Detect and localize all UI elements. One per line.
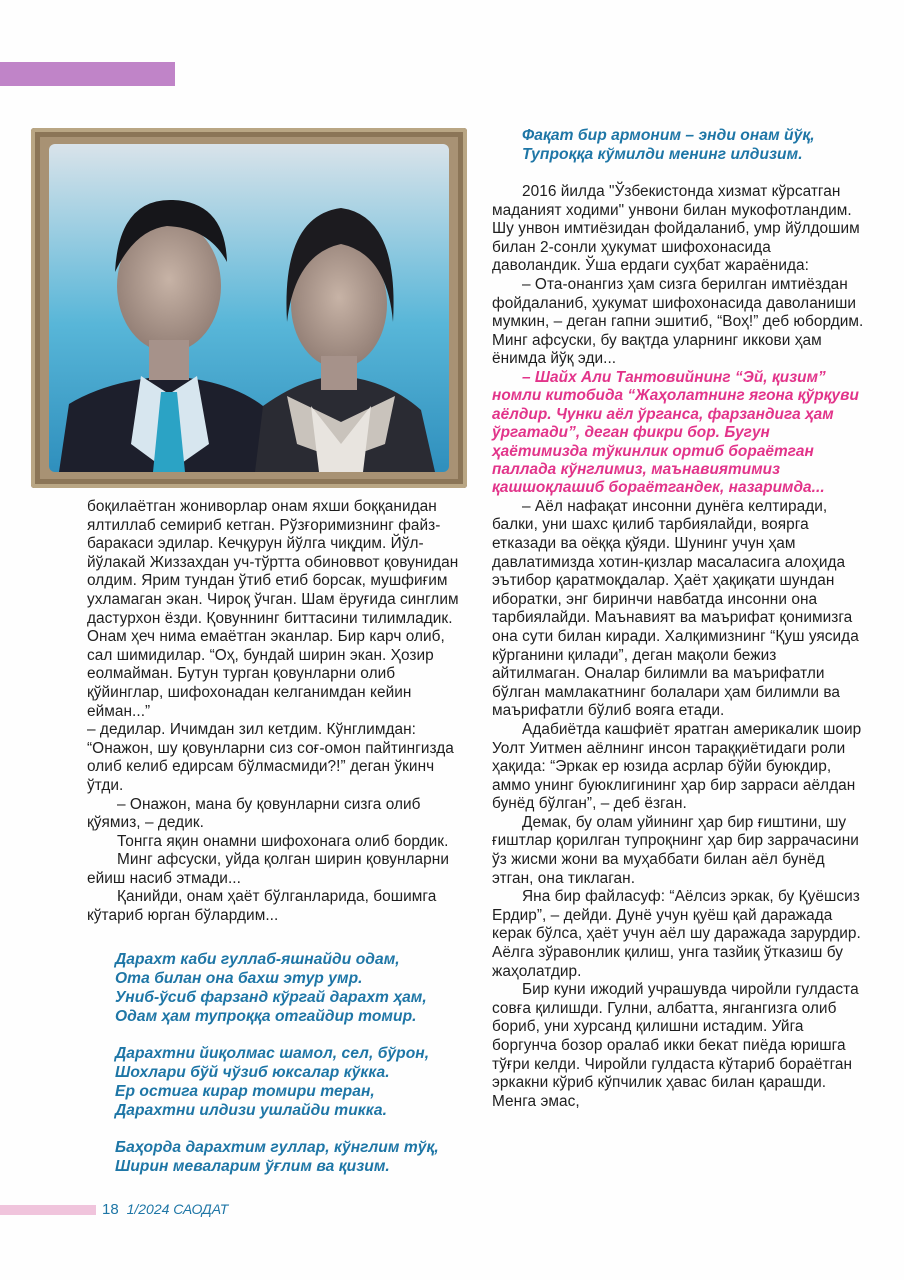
right-paragraphs-before <box>492 183 864 369</box>
paragraph: – дедилар. Ичимдан зил кетдим. Кўнглимдан: “Онажон, шу қовунларни сиз соғ-омон пайтингизда олиб келиб едирсам бўлмасмиди?!” деган ўкинч ўтди. <box>87 721 454 794</box>
poem-closing-couplet <box>522 126 864 164</box>
portrait-image <box>49 144 449 472</box>
highlighted-quote: – Шайх Али Тантовийнинг “Эй, қизим” номли китобида “Жаҳолатнинг ягона қўрқуви аёлдир. Чунки аёл ўрганса, фарзандига ҳам ўргатади”, деган фикри бор. Бугун ҳаётимизда тўкинлик ортиб бораётган паллада кўнглимиз, маънавиятимиз қашшоқлашиб бораётгандек, назаримда... <box>492 368 859 497</box>
poem-stanza <box>115 1044 465 1120</box>
paragraph: Адабиётда кашфиёт яратган америкалик шоир Уолт Уитмен аёлнинг инсон тараққиётидаги роли ҳақида: “Эркак ер юзида асрлар бўйи буюкдир, аммо унинг буюклигининг ҳар бир зарраси аёлдан бунёд бўлган”, – деб ёзган. <box>492 720 862 813</box>
paragraph: боқилаётган жониворлар онам яхши боққанидан ялтиллаб семириб кетган. Рўзғоримизнинг файз-баракаси эдилар. Кечқурун йўлга чиқдим. Йўл-йўлакай Жиззахдан уч-тўртта обиноввот қовунидан олдим. Ярим тундан ўтиб етиб борсак, мушфиғим ухламаган экан. Чироқ ўчган. Шам ёруғида синглим дастурхон ёзди. Қовуннинг биттасини тилимладик. Онам ҳеч нима емаётган эканлар. Бир карч олиб, сал шимидилар. “Оҳ, бундай ширин экан. Ҳозир еолмайман. Бутун турган қовунларни олиб қўйинглар, шифохонадан келганимдан кейин ейман...” <box>87 498 459 720</box>
paragraph: – Ота-онангиз ҳам сизга берилган имтиёздан фойдаланиб, ҳукумат шифохонасида даволаниши мумкин, – деган гапни эшитиб, “Воҳ!” деб юбордим. Минг афсуски, бу вақтда уларнинг иккови ҳам ёнимда йўқ эди... <box>492 275 864 368</box>
right-column <box>492 126 864 1111</box>
poem-line: Шохлари бўй чўзиб юксалар кўкка. <box>115 1063 390 1081</box>
issue-label: 1/2024 САОДАТ <box>126 1201 229 1217</box>
paragraph: 2016 йилда "Ўзбекистонда хизмат кўрсатган маданият ходими" унвони билан мукофотландим. Шу унвон имтиёзидан фойдаланиб, умр йўлдошим билан 2-сонли ҳукумат шифохонасида даволандик. Ўша ердаги суҳбат жараёнида: <box>492 183 860 275</box>
paragraph: Демак, бу олам уйининг ҳар бир ғиштини, шу ғиштлар қорилган тупроқнинг ҳар бир заррачасини ўз жисми жони ва муҳаббати билан аёл бунёд этган, она тиклаган. <box>492 813 859 887</box>
paragraph: Яна бир файласуф: “Аёлсиз эркак, бу Қуёшсиз Ердир”, – дейди. Дунё учун қуёш қай даражада керак бўлса, ҳаёт учун аёл шу даражада зарурдир. Аёлга зўравонлик қилиш, унга тазйиқ ўтказиш бу жаҳолатдир. <box>492 888 861 980</box>
paragraph: – Аёл нафақат инсонни дунёга келтиради, балки, уни шахс қилиб тарбиялайди, воярга етказади ва оёққа қўяди. Шунинг учун ҳам давлатимизда хотин-қизлар масаласига алоҳида эътибор қаратмоқдалар. Ҳаёт ҳақиқати шундан иборатки, энг биринчи навбатда инсонни она тарбиялайди. Маънавият ва маърифат қонимизга она сути билан киради. Халқимизнинг “Қуш уясида кўрганини қилади”, деган мақоли бежиз айтилмаган. Оналар билимли ва маърифатли бўлган мамлакатнинг болалари ҳам билимли ва маърифатли бўлиб вояга етади. <box>492 497 859 720</box>
poem-line: Ширин меваларим ўғлим ва қизим. <box>115 1157 390 1175</box>
poem-line: Дарахт каби гуллаб-яшнайди одам, <box>115 950 400 968</box>
family-photo <box>31 128 467 488</box>
poem <box>115 950 465 1176</box>
poem-line: Униб-ўсиб фарзанд кўргай дарахт ҳам, <box>115 988 427 1006</box>
paragraph: – Онажон, мана бу қовунларни сизга олиб қўямиз, – дедик. <box>87 795 421 832</box>
left-column <box>87 498 465 1176</box>
poem-line: Баҳорда дарахтим гуллар, кўнглим тўқ, <box>115 1138 439 1156</box>
header-accent-bar <box>0 62 175 86</box>
poem-stanza <box>115 950 465 1026</box>
paragraph: Минг афсуски, уйда қолган ширин қовунларни ейиш насиб этмади... <box>87 851 449 887</box>
poem-line: Ер остига кирар томири теран, <box>115 1082 375 1100</box>
poem-line: Дарахтни илдизи ушлайди тикка. <box>115 1101 387 1119</box>
footer-accent-bar <box>0 1205 96 1215</box>
poem-line: Тупроққа кўмилди менинг илдизим. <box>522 146 803 163</box>
page-number: 18 <box>102 1201 119 1218</box>
left-paragraphs <box>87 498 465 926</box>
poem-line: Ота билан она бахш этур умр. <box>115 969 363 987</box>
paragraph: Бир куни ижодий учрашувда чиройли гулдаста совға қилишди. Гулни, албатта, янгангизга олиб бориб, уни хурсанд қилишни истадим. Уйга боргунча бозор оралаб икки бекат пиёда юришга тўғри келди. Чиройли гулдаста кўтариб бораётган эркакни кўриб кўпчилик ҳавас билан қарашди. Менга эмас, <box>492 981 859 1110</box>
page-footer <box>102 1201 228 1218</box>
poem-line: Одам ҳам тупроққа отгайдир томир. <box>115 1007 417 1025</box>
paragraph: Қанийди, онам ҳаёт бўлганларида, бошимга кўтариб юрган бўлардим... <box>87 888 437 925</box>
poem-line: Фақат бир армоним – энди онам йўқ, <box>522 127 815 144</box>
poem-stanza <box>115 1138 465 1176</box>
right-paragraphs-after <box>492 498 864 1112</box>
paragraph: Тонгга яқин онамни шифохонага олиб бордик. <box>117 832 449 850</box>
poem-line: Дарахтни йиқолмас шамол, сел, бўрон, <box>115 1044 430 1062</box>
